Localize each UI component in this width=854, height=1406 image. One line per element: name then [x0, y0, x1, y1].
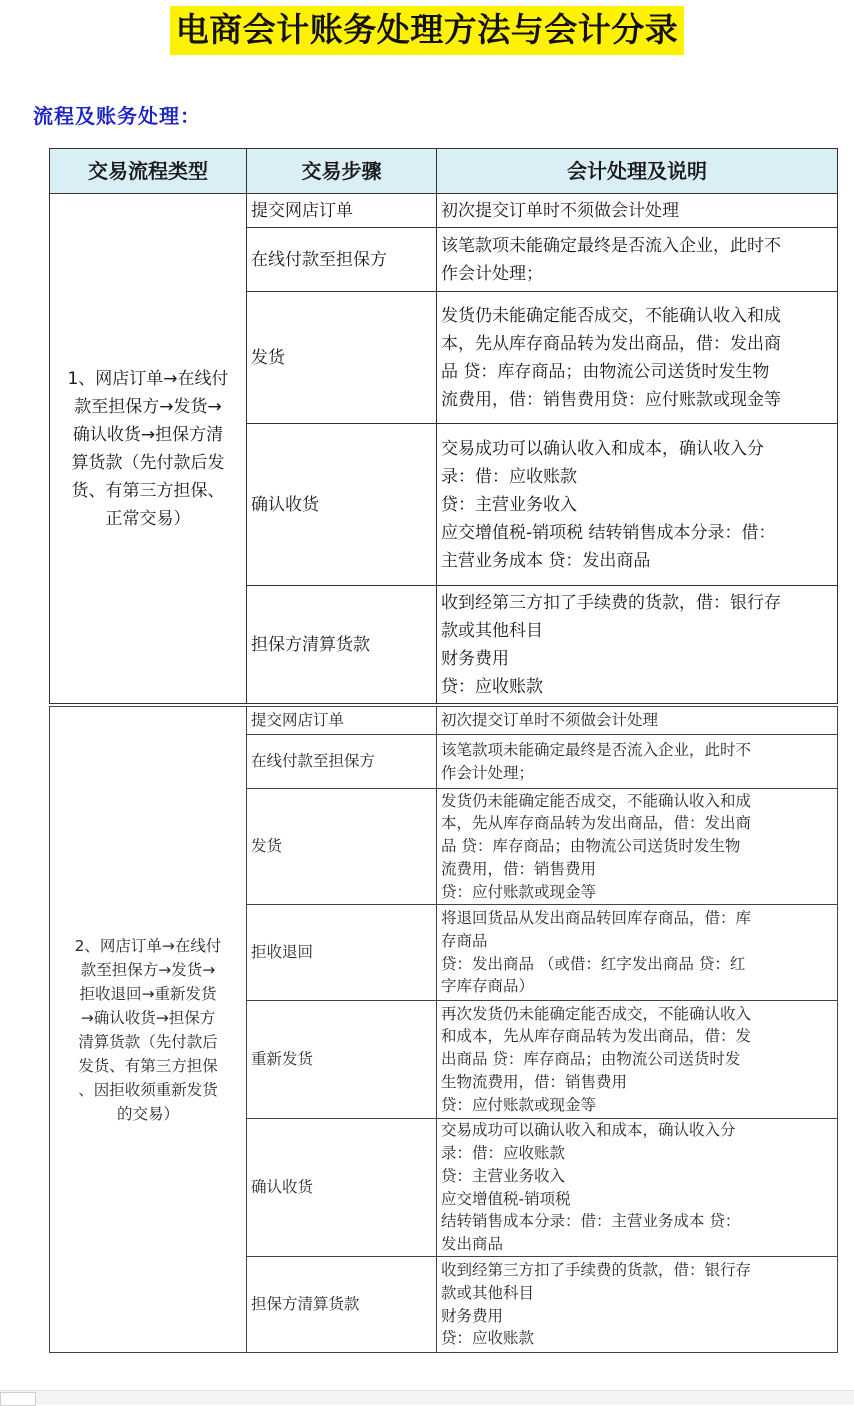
step-cell: 拒收退回 — [247, 905, 437, 1001]
step-cell: 发货 — [247, 789, 437, 905]
step-cell: 确认收货 — [247, 1119, 437, 1257]
bottom-strip — [0, 1390, 854, 1405]
table-row — [50, 194, 838, 228]
section-heading: 流程及账务处理： — [33, 104, 201, 128]
desc-cell: 再次发货仍未能确定能否成交，不能确认收入 和成本，先从库存商品转为发出商品，借：发 出商品 贷：库存商品；由物流公司送货时发 生物流费用，借：销售费用 贷：应付账款或现金等 — [437, 1001, 838, 1119]
desc-cell: 交易成功可以确认收入和成本，确认收入分 录：借：应收账款 贷：主营业务收入 应交增值税-销项税 结转销售成本分录：借： 主营业务成本 贷：发出商品 — [437, 424, 838, 586]
desc-cell: 收到经第三方扣了手续费的货款，借：银行存 款或其他科目 财务费用 贷：应收账款 — [437, 586, 838, 704]
process-type-cell: 2、网店订单→在线付 款至担保方→发货→ 拒收退回→重新发货 →确认收货→担保方 清算货款（先付款后 发货、有第三方担保 、因拒收须重新发货 的交易） — [50, 707, 247, 1353]
process-table-1 — [49, 148, 838, 704]
step-cell: 重新发货 — [247, 1001, 437, 1119]
step-cell: 担保方清算货款 — [247, 1257, 437, 1353]
desc-cell: 初次提交订单时不须做会计处理 — [437, 194, 838, 228]
title-wrapper — [0, 6, 854, 55]
step-cell: 发货 — [247, 292, 437, 424]
desc-cell: 初次提交订单时不须做会计处理 — [437, 707, 838, 735]
header-accounting: 会计处理及说明 — [437, 149, 838, 194]
desc-cell: 将退回货品从发出商品转回库存商品，借：库 存商品 贷：发出商品 （或借：红字发出商品 贷：红 字库存商品） — [437, 905, 838, 1001]
header-step: 交易步骤 — [247, 149, 437, 194]
desc-cell: 收到经第三方扣了手续费的货款，借：银行存 款或其他科目 财务费用 贷：应收账款 — [437, 1257, 838, 1353]
step-cell: 提交网店订单 — [247, 194, 437, 228]
desc-cell: 该笔款项未能确定最终是否流入企业，此时不 作会计处理； — [437, 735, 838, 789]
desc-cell: 交易成功可以确认收入和成本，确认收入分 录：借：应收账款 贷：主营业务收入 应交增值税-销项税 结转销售成本分录：借：主营业务成本 贷： 发出商品 — [437, 1119, 838, 1257]
step-cell: 在线付款至担保方 — [247, 228, 437, 292]
process-type-cell: 1、网店订单→在线付 款至担保方→发货→ 确认收货→担保方清 算货款（先付款后发 货、有第三方担保、 正常交易） — [50, 194, 247, 704]
step-cell: 担保方清算货款 — [247, 586, 437, 704]
header-process-type: 交易流程类型 — [50, 149, 247, 194]
page-title: 电商会计账务处理方法与会计分录 — [170, 6, 685, 55]
table-row — [50, 707, 838, 735]
process-table-2 — [49, 706, 838, 1353]
step-cell: 提交网店订单 — [247, 707, 437, 735]
step-cell: 确认收货 — [247, 424, 437, 586]
desc-cell: 发货仍未能确定能否成交，不能确认收入和成 本，先从库存商品转为发出商品，借：发出商 品 贷：库存商品；由物流公司送货时发生物 流费用，借：销售费用 贷：应付账款或现金等 — [437, 789, 838, 905]
step-cell: 在线付款至担保方 — [247, 735, 437, 789]
desc-cell: 发货仍未能确定能否成交，不能确认收入和成 本，先从库存商品转为发出商品，借：发出商 品 贷：库存商品；由物流公司送货时发生物 流费用，借：销售费用贷：应付账款或现金等 — [437, 292, 838, 424]
table-header-row — [50, 149, 838, 194]
desc-cell: 该笔款项未能确定最终是否流入企业，此时不 作会计处理； — [437, 228, 838, 292]
